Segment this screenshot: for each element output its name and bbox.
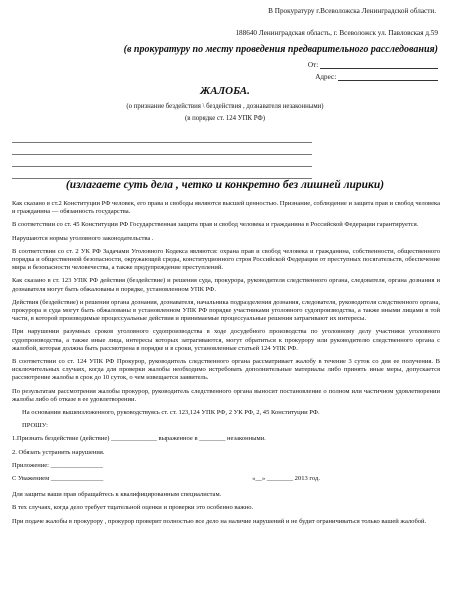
- blank-line: [12, 131, 312, 143]
- paragraph: Нарушаются нормы уголовного законодательства .: [12, 234, 154, 242]
- paragraph: В соответствии со ст. 2 УК РФ Задачами Уголовного Кодекса являются: охрана прав и свобод человека и гражданина, собственности, общественного порядка и общественной безопасности, окружающей среды, конституционного строя Российской Федерации от преступных посягательств, обеспечение мира и безопасности человечества, а также предупреждение преступлений.: [12, 247, 440, 272]
- paragraph: По результатам рассмотрения жалобы прокурор, руководитель следственного органа выносит постановление о полном или частичном удовлетворении жалобы либо об отказе в ее удовлетворении.: [12, 387, 440, 403]
- document-title: ЖАЛОБА.: [200, 85, 250, 97]
- address-field: [315, 72, 438, 81]
- request-item: 1.Признать бездействие (действие) ______________ выраженное в ________ незаконными.: [12, 435, 266, 443]
- blank-line: [12, 167, 312, 179]
- recipient-address: 188640 Ленинградская область, г. Всеволожск ул. Павловская д.59: [235, 29, 438, 37]
- recipient-line: В Прокуратуру г.Всеволожска Ленинградской области.: [268, 7, 436, 15]
- attachment-line: Приложение: ________________: [12, 461, 103, 469]
- tip: При подаче жалобы в прокурору , прокурор проверит полностью все дело на наличие нарушений и не будит ограничиваться только вашей жалобой.: [12, 517, 427, 525]
- from-label: От:: [307, 61, 319, 69]
- tip: В тех случаях, когда дело требует тщательной оценки и проверки это особенно важно.: [12, 504, 254, 512]
- blank-line: [12, 143, 312, 155]
- signature-line: С Уважением ________________: [12, 475, 104, 483]
- date-line: «__» ________ 2013 год.: [252, 475, 320, 483]
- tip: Для защиты ваши прав обращайтесь к квалифицированным специалистам.: [12, 491, 222, 499]
- paragraph: На основании вышеизложенного, руководствуясь ст. ст. 123,124 УПК РФ, 2 УК РФ, 2, 45 Конституции РФ.: [22, 409, 320, 417]
- request-heading: ПРОШУ:: [22, 422, 48, 430]
- instruction-heading: (излагаете суть дела , четко и конкретно без лишней лирики): [65, 179, 385, 191]
- paragraph: При нарушении разумных сроков уголовного судопроизводства в ходе досудебного производства по уголовному делу участники уголовного судопроизводства, а также иные лица, интересы которых затрагиваются, могут обратиться к прокурору или руководителю следственного органа с жалобой, которая должна быть рассмотрена в порядке и в сроки, установленные статьей 124 УПК РФ.: [12, 328, 440, 352]
- paragraph: Действия (бездействие) и решения органа дознания, дознавателя, начальника подразделения дознания, следователя, руководителя следственного органа, прокурора и суда могут быть обжалованы в установленном УПК РФ порядке участниками уголовного судопроизводства, а также иными лицами в той части, в которой производимые процессуальные действия и принимаемые процессуальные решения затрагивают их интересы.: [12, 298, 440, 323]
- document-subtitle: (о признание бездействия \ бездействия , дознавателя незаконными): [126, 103, 324, 110]
- document-body: [12, 200, 440, 531]
- paragraph: В соответствии со ст. 45 Конституции РФ Государственная защита прав и свобод человека и гражданина в Российской Федерации гарантируется.: [12, 221, 419, 229]
- request-item: 2. Обязать устранить нарушения.: [12, 448, 105, 456]
- paragraph: Как сказано в ст. 123 УПК РФ действия (бездействие) и решения суда, прокурора, руководителя следственного органа, следователя, органа дознания и дознавателя могут быть обжалованы в порядке, установленном УПК РФ.: [12, 277, 440, 293]
- address-blank: [338, 72, 438, 81]
- recipient-note: (в прокуратуру по месту проведения предварительного расследования): [123, 44, 438, 55]
- document-subtitle-procedure: (в порядке ст. 124 УПК РФ): [184, 115, 266, 122]
- from-blank: [320, 60, 438, 69]
- blank-line: [12, 155, 312, 167]
- paragraph: В соответствии со ст. 124 УПК РФ Прокурор, руководитель следственного органа рассматривает жалобу в течение 3 суток со дня ее получения. В исключительных случаях, когда для проверки жалобы необходимо истребовать дополнительные материалы либо принять иные меры, допускается рассмотрение жалобы в срок до 10 суток, о чем извещается заявитель.: [12, 358, 440, 382]
- from-field: [308, 60, 438, 69]
- signature-row: [12, 475, 440, 483]
- paragraph: Как сказано в ст.2 Конституции РФ человек, его права и свободы являются высшей ценностью. Признание, соблюдение и защита прав и свобод человека и гражданина — обязанность государства.: [12, 200, 440, 216]
- address-label: Адрес:: [315, 73, 337, 81]
- blank-lines: [12, 131, 312, 179]
